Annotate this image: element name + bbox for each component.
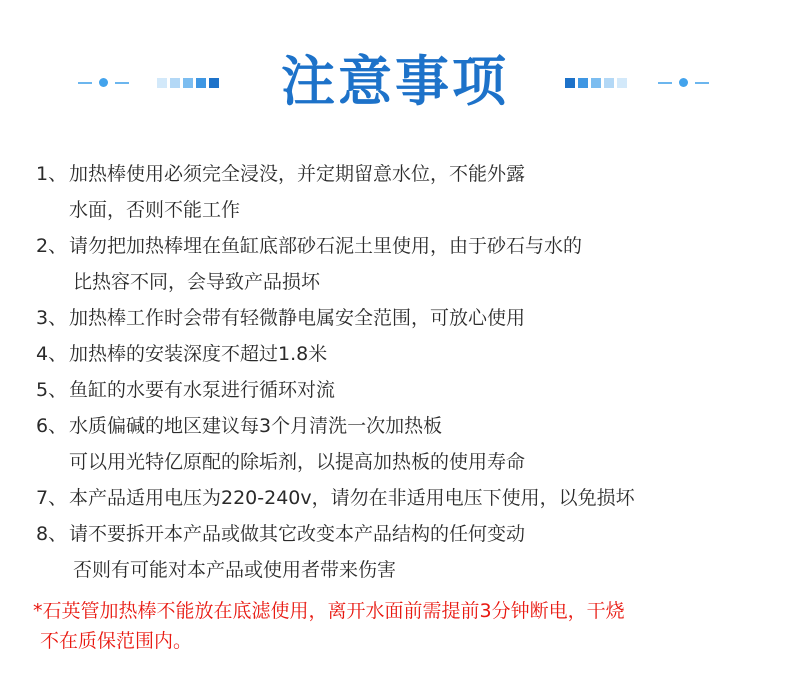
- decoration-line: [695, 82, 709, 84]
- item-number: 6、: [36, 415, 68, 437]
- decoration-square: [591, 78, 601, 88]
- item-text-continued: 可以用光特亿原配的除垢剂，以提高加热板的使用寿命: [69, 451, 526, 473]
- item-number: 1、: [36, 163, 68, 185]
- title-decoration-right: [565, 78, 710, 88]
- decoration-square: [578, 78, 588, 88]
- item-text-continued: 比热容不同，会导致产品损坏: [73, 271, 321, 293]
- item-number: 2、: [36, 235, 68, 257]
- item-number: 3、: [36, 307, 68, 329]
- item-text: 加热棒的安装深度不超过1.8米: [69, 343, 328, 365]
- warning-text: *石英管加热棒不能放在底滤使用，离开水面前需提前3分钟断电，干烧: [33, 600, 625, 622]
- item-number: 7、: [36, 487, 68, 509]
- decoration-dot: [679, 78, 688, 87]
- item-text: 加热棒使用必须完全浸没，并定期留意水位，不能外露: [69, 163, 526, 185]
- decoration-square: [617, 78, 627, 88]
- item-text: 请勿把加热棒埋在鱼缸底部砂石泥土里使用，由于砂石与水的: [69, 235, 583, 257]
- item-text: 请不要拆开本产品或做其它改变本产品结构的任何变动: [69, 523, 526, 545]
- header: [0, 48, 790, 118]
- item-text: 本产品适用电压为220-240v，请勿在非适用电压下使用，以免损坏: [69, 487, 635, 509]
- item-text: 水质偏碱的地区建议每3个月清洗一次加热板: [69, 415, 443, 437]
- item-text-continued: 否则有可能对本产品或使用者带来伤害: [73, 559, 397, 581]
- item-number: 4、: [36, 343, 68, 365]
- item-number: 8、: [36, 523, 68, 545]
- item-text-continued: 水面，否则不能工作: [69, 199, 241, 221]
- item-text: 加热棒工作时会带有轻微静电属安全范围，可放心使用: [69, 307, 526, 329]
- decoration-square: [565, 78, 575, 88]
- page-title: 注意事项: [281, 50, 509, 113]
- item-text: 鱼缸的水要有水泵进行循环对流: [69, 379, 336, 401]
- decoration-square: [604, 78, 614, 88]
- decoration-line: [658, 82, 672, 84]
- item-number: 5、: [36, 379, 68, 401]
- warning-text-continued: 不在质保范围内。: [40, 630, 193, 652]
